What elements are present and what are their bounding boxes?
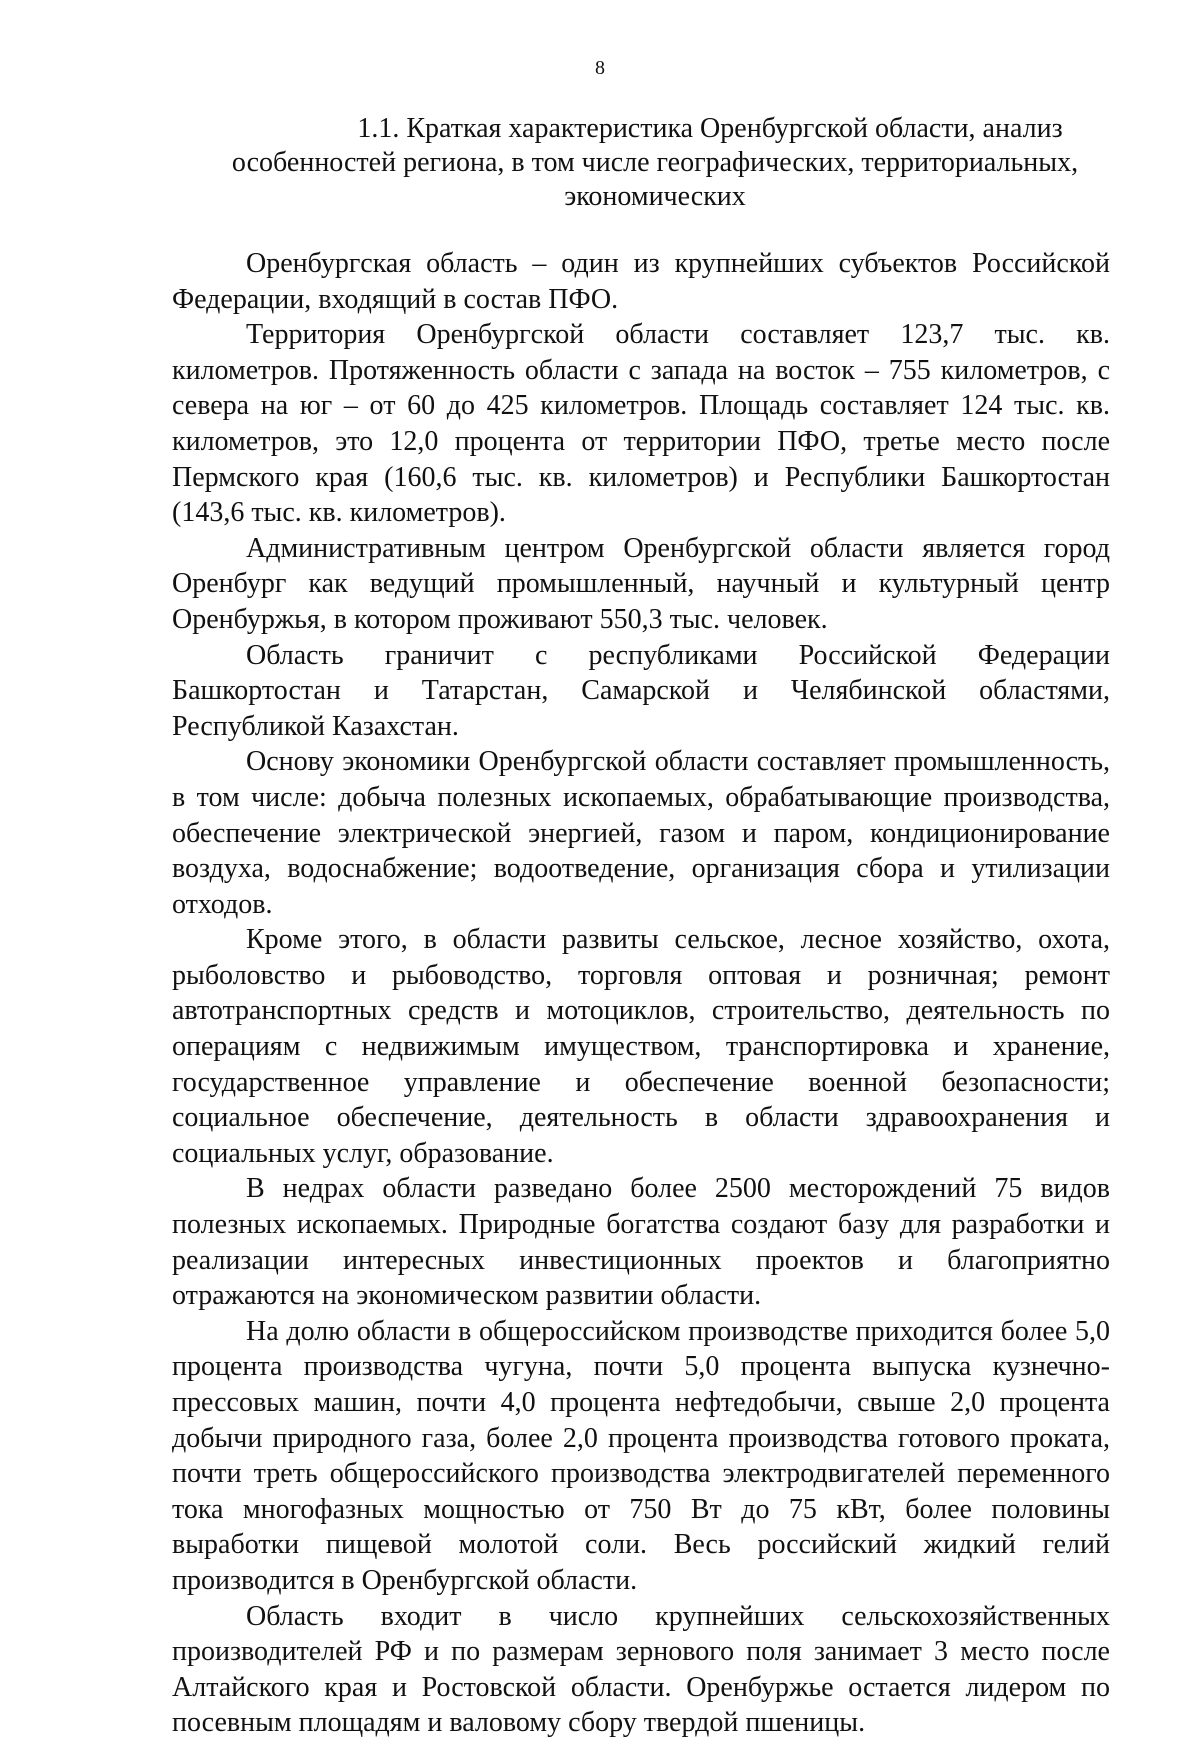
paragraph-5: Основу экономики Оренбургской области составляет промышленность, в том числе: добыча полезных ископаемых, обрабатывающие производства, обеспечение электрической энергией, газом и паром, кондиционирование воздуха, водоснабжение; водоотведение, организация сбора и утилизации отходов. (172, 746, 1110, 920)
section-heading (210, 112, 1100, 214)
section-heading-line-1: 1.1. Краткая характеристика Оренбургской области, анализ (357, 113, 1063, 144)
paragraph-1: Оренбургская область – один из крупнейших субъектов Российской Федерации, входящий в состав ПФО. (172, 248, 1110, 315)
page-number: 8 (595, 57, 605, 79)
paragraph-8: На долю области в общероссийском производстве приходится более 5,0 процента производства чугуна, почти 5,0 процента выпуска кузнечно-прессовых машин, почти 4,0 процента нефтедобычи, свыше 2,0 процента добычи природного газа, более 2,0 процента производства готового проката, почти треть общероссийского производства электродвигателей переменного тока многофазных мощностью от 750 Вт до 75 кВт, более половины выработки пищевой молотой соли. Весь российский жидкий гелий производится в Оренбургской области. (172, 1315, 1110, 1596)
section-heading-line-2: особенностей региона, в том числе географических, территориальных, (231, 147, 1079, 178)
section-heading-line-3: экономических (564, 181, 746, 212)
paragraph-9: Область входит в число крупнейших сельскохозяйственных производителей РФ и по размерам зернового поля занимает 3 место после Алтайского края и Ростовской области. Оренбуржье остается лидером по посевным площадям и валовому сбору твердой пшеницы. (172, 1600, 1110, 1739)
paragraph-7: В недрах области разведано более 2500 месторождений 75 видов полезных ископаемых. Природные богатства создают базу для разработки и реализации интересных инвестиционных проектов и благоприятно отражаются на экономическом развитии области. (172, 1173, 1110, 1312)
paragraph-2: Территория Оренбургской области составляет 123,7 тыс. кв. километров. Протяженность области с запада на восток – 755 километров, с севера на юг – от 60 до 425 километров. Площадь составляет 124 тыс. кв. километров, это 12,0 процента от территории ПФО, третье место после Пермского края (160,6 тыс. кв. километров) и Республики Башкортостан (143,6 тыс. кв. километров). (172, 319, 1110, 529)
paragraph-3: Административным центром Оренбургской области является город Оренбург как ведущий промышленный, научный и культурный центр Оренбуржья, в котором проживают 550,3 тыс. человек. (172, 532, 1110, 635)
paragraph-4: Область граничит с республиками Российской Федерации Башкортостан и Татарстан, Самарской и Челябинской областями, Республикой Казахстан. (172, 639, 1110, 742)
paragraph-6: Кроме этого, в области развиты сельское, лесное хозяйство, охота, рыболовство и рыбоводство, торговля оптовая и розничная; ремонт автотранспортных средств и мотоциклов, строительство, деятельность по операциям с недвижимым имуществом, транспортировка и хранение, государственное управление и обеспечение военной безопасности; социальное обеспечение, деятельность в области здравоохранения и социальных услуг, образование. (172, 924, 1110, 1169)
body-text (172, 246, 1110, 1741)
